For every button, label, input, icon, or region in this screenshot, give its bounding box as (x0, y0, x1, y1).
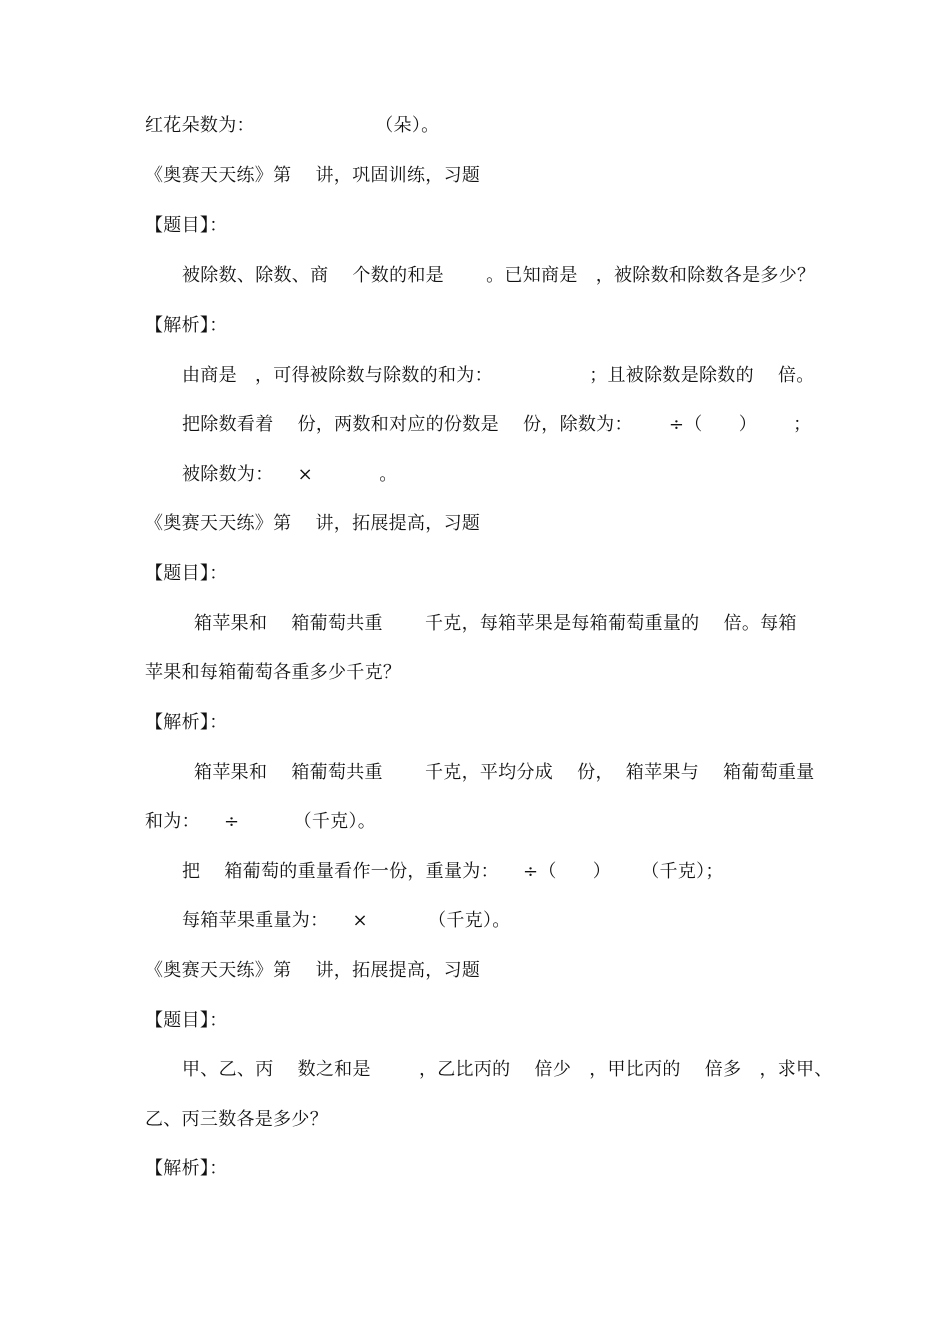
question-label: 【题目】： (145, 1010, 228, 1031)
section-heading: 《奥赛天天练》第 讲，拓展提高，习题 (145, 960, 481, 981)
analysis-text: 每箱苹果重量为： × （千克）。 (182, 910, 511, 931)
analysis-text: 和为： ÷ （千克）。 (145, 811, 377, 832)
analysis-text: 把 箱葡萄的重量看作一份，重量为： ÷（ ） （千克）； (182, 861, 724, 882)
analysis-text: 被除数为： × 。 (182, 464, 398, 485)
section-heading: 《奥赛天天练》第 讲，拓展提高，习题 (145, 513, 481, 534)
question-label: 【题目】： (145, 563, 228, 584)
analysis-label: 【解析】： (145, 1158, 228, 1179)
question-text: 苹果和每箱葡萄各重多少千克？ (145, 662, 402, 683)
analysis-label: 【解析】： (145, 315, 228, 336)
question-text: 箱苹果和 箱葡萄共重 千克，每箱苹果是每箱葡萄重量的 倍。每箱 (182, 613, 797, 634)
question-text: 甲、乙、丙 数之和是 ，乙比丙的 倍少 ，甲比丙的 倍多 ，求甲、 (182, 1059, 833, 1080)
question-text: 被除数、除数、商 个数的和是 。已知商是 ，被除数和除数各是多少？ (182, 265, 816, 286)
text-line: 红花朵数为： （朵）。 (145, 115, 440, 136)
analysis-text: 由商是 ，可得被除数与除数的和为： ；且被除数是除数的 倍。 (182, 365, 815, 386)
question-text: 乙、丙三数各是多少？ (145, 1109, 328, 1130)
analysis-label: 【解析】： (145, 712, 228, 733)
analysis-text: 箱苹果和 箱葡萄共重 千克，平均分成 份， 箱苹果与 箱葡萄重量 (182, 762, 815, 783)
analysis-text: 把除数看着 份，两数和对应的份数是 份，除数为： ÷（ ） ； (182, 414, 812, 435)
section-heading: 《奥赛天天练》第 讲，巩固训练，习题 (145, 165, 481, 186)
question-label: 【题目】： (145, 215, 228, 236)
